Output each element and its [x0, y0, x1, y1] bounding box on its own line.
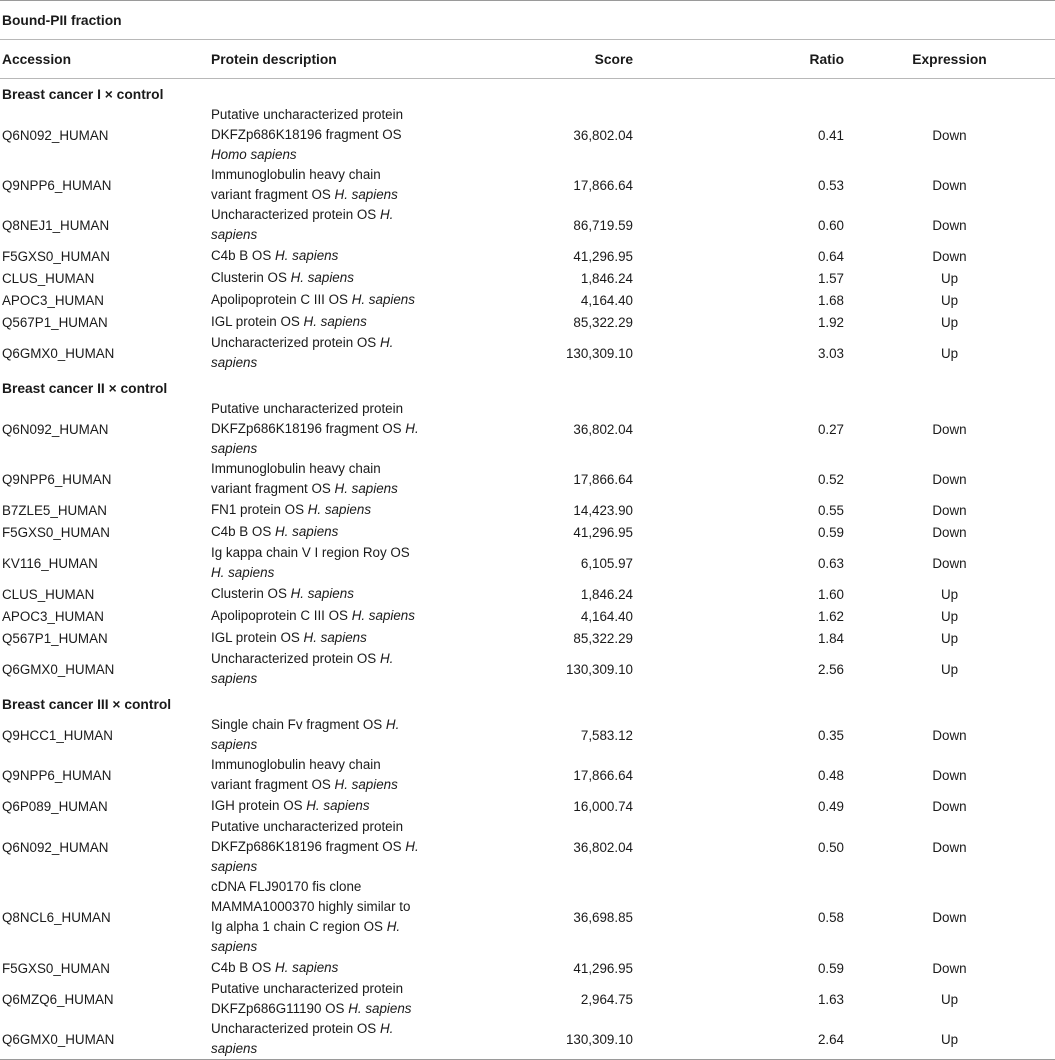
accession-cell: Q8NEJ1_HUMAN [2, 217, 110, 233]
ratio-cell: 0.63 [817, 555, 844, 571]
description-cell [211, 333, 422, 373]
description-cell [211, 205, 422, 245]
score-cell: 36,802.04 [573, 421, 633, 437]
description-cell [211, 311, 422, 333]
description-text: Clusterin OS [211, 586, 291, 601]
score-cell: 2,964.75 [580, 991, 633, 1007]
species-name: H. sapiens [303, 314, 367, 329]
species-name: H. sapiens [275, 248, 339, 263]
expression-cell: Down [932, 217, 967, 233]
accession-cell: Q6N092_HUMAN [2, 127, 109, 143]
description-text: Putative uncharacterized protein DKFZp686K18196 fragment OS [211, 107, 404, 142]
description-cell [211, 957, 422, 979]
species-name: H. sapiens [348, 1001, 412, 1016]
expression-cell: Down [932, 798, 967, 814]
ratio-cell: 0.27 [817, 421, 844, 437]
description-cell [211, 459, 422, 499]
description-text: Clusterin OS [211, 270, 291, 285]
group-label: Breast cancer II × control [2, 380, 168, 396]
species-name: H. sapiens [303, 630, 367, 645]
expression-cell: Up [940, 586, 959, 602]
ratio-cell: 0.49 [817, 798, 844, 814]
table-row [0, 605, 1055, 627]
description-cell [211, 289, 422, 311]
expression-cell: Down [932, 127, 967, 143]
header-protein-description: Protein description [211, 40, 422, 79]
description-text: C4b B OS [211, 524, 276, 539]
accession-cell: Q6P089_HUMAN [2, 798, 108, 814]
table-row [0, 205, 1055, 245]
accession-cell: Q9NPP6_HUMAN [2, 471, 112, 487]
header-expression: Expression [844, 40, 1055, 79]
table-row [0, 1019, 1055, 1060]
table-row [0, 877, 1055, 957]
score-cell: 41,296.95 [573, 524, 633, 540]
description-text: Immunoglobulin heavy chain variant fragment OS [211, 461, 381, 496]
ratio-cell: 0.50 [817, 839, 844, 855]
description-text: Apolipoprotein C III OS [211, 608, 352, 623]
score-cell: 14,423.90 [573, 502, 633, 518]
species-name: H. sapiens [306, 798, 370, 813]
description-text: FN1 protein OS [211, 502, 308, 517]
score-cell: 36,802.04 [573, 127, 633, 143]
ratio-cell: 0.53 [817, 177, 844, 193]
description-cell [211, 105, 422, 165]
table-body [0, 79, 1055, 1060]
description-cell [211, 521, 422, 543]
species-name: H. sapiens [211, 717, 400, 752]
ratio-cell: 0.52 [817, 471, 844, 487]
species-name: H. sapiens [275, 960, 339, 975]
table-row [0, 311, 1055, 333]
ratio-cell: 0.58 [817, 909, 844, 925]
table-row [0, 795, 1055, 817]
table-row [0, 399, 1055, 459]
description-cell [211, 715, 422, 755]
description-text: Putative uncharacterized protein DKFZp686K18196 fragment OS [211, 819, 406, 854]
description-text: C4b B OS [211, 960, 276, 975]
header-accession: Accession [0, 40, 211, 79]
species-name: H. sapiens [211, 919, 401, 954]
description-cell [211, 1019, 422, 1060]
ratio-cell: 1.57 [817, 270, 844, 286]
species-name: H. sapiens [211, 1021, 394, 1056]
score-cell: 7,583.12 [580, 727, 633, 743]
ratio-cell: 0.55 [817, 502, 844, 518]
accession-cell: Q6GMX0_HUMAN [2, 345, 115, 361]
ratio-cell: 0.60 [817, 217, 844, 233]
description-cell [211, 245, 422, 267]
species-name: H. sapiens [211, 421, 419, 456]
table-row [0, 333, 1055, 373]
score-cell: 6,105.97 [580, 555, 633, 571]
accession-cell: B7ZLE5_HUMAN [2, 502, 107, 518]
group-row [0, 689, 1055, 715]
group-label: Breast cancer I × control [0, 79, 1055, 106]
table-row [0, 817, 1055, 877]
ratio-cell: 0.59 [817, 960, 844, 976]
table-row [0, 521, 1055, 543]
score-cell: 130,309.10 [565, 345, 633, 361]
species-name: H. sapiens [334, 187, 398, 202]
ratio-cell: 1.68 [817, 292, 844, 308]
score-cell: 1,846.24 [580, 586, 633, 602]
ratio-cell: 1.84 [817, 630, 844, 646]
ratio-cell: 1.62 [817, 608, 844, 624]
accession-cell: CLUS_HUMAN [2, 270, 95, 286]
accession-cell: APOC3_HUMAN [2, 608, 104, 624]
accession-cell: Q6GMX0_HUMAN [0, 1019, 211, 1060]
species-name: H. sapiens [211, 651, 394, 686]
species-name: H. sapiens [307, 502, 372, 517]
score-cell: 16,000.74 [573, 798, 633, 814]
description-text: Putative uncharacterized protein DKFZp686K18196 fragment OS [211, 401, 406, 436]
ratio-cell: 1.60 [817, 586, 844, 602]
table-row [0, 755, 1055, 795]
accession-cell: Q567P1_HUMAN [2, 314, 108, 330]
score-cell: 130,309.10 [565, 661, 633, 677]
species-name: H. sapiens [290, 270, 354, 285]
table-row [0, 105, 1055, 165]
score-cell: 36,802.04 [573, 839, 633, 855]
score-cell: 36,698.85 [573, 909, 633, 925]
expression-cell: Down [932, 177, 967, 193]
expression-cell: Down [932, 555, 967, 571]
ratio-cell: 0.64 [817, 248, 844, 264]
group-row [0, 373, 1055, 399]
table-row [0, 245, 1055, 267]
score-cell: 17,866.64 [573, 177, 633, 193]
description-cell [211, 543, 422, 583]
score-cell: 17,866.64 [573, 471, 633, 487]
expression-cell: Up [940, 292, 959, 308]
description-text: Uncharacterized protein OS [211, 335, 380, 350]
expression-cell: Down [932, 248, 967, 264]
description-text: Single chain Fv fragment OS [211, 717, 386, 732]
species-name: H. sapiens [211, 207, 394, 242]
table-row [0, 627, 1055, 649]
group-row [0, 79, 1055, 106]
species-name: H. sapiens [211, 565, 275, 580]
score-cell: 17,866.64 [573, 767, 633, 783]
table-title: Bound-PII fraction [0, 1, 1055, 40]
description-text: Apolipoprotein C III OS [211, 292, 352, 307]
table-row [0, 649, 1055, 689]
ratio-cell: 0.59 [817, 524, 844, 540]
species-name: H. sapiens [275, 524, 339, 539]
expression-cell: Down [932, 524, 967, 540]
score-cell: 85,322.29 [573, 630, 633, 646]
expression-cell: Up [940, 991, 959, 1007]
expression-cell: Up [844, 1019, 1055, 1060]
description-cell [211, 877, 422, 957]
ratio-cell: 3.03 [817, 345, 844, 361]
description-cell [211, 605, 422, 627]
description-text: IGL protein OS [211, 630, 304, 645]
expression-cell: Down [932, 767, 967, 783]
ratio-cell: 1.63 [817, 991, 844, 1007]
description-cell [211, 399, 422, 459]
table-row [0, 979, 1055, 1019]
description-text: Uncharacterized protein OS [211, 1021, 380, 1036]
score-cell: 86,719.59 [573, 217, 633, 233]
ratio-cell: 0.41 [817, 127, 844, 143]
description-text: Ig kappa chain V I region Roy OS [211, 545, 410, 560]
species-name: H. sapiens [351, 292, 415, 307]
ratio-cell: 1.92 [817, 314, 844, 330]
accession-cell: KV116_HUMAN [2, 555, 98, 571]
header-score: Score [422, 40, 633, 79]
score-cell: 130,309.10 [422, 1019, 633, 1060]
table-header-row [0, 40, 1055, 79]
table-row [0, 583, 1055, 605]
species-name: H. sapiens [290, 586, 354, 601]
species-name: H. sapiens [334, 777, 398, 792]
description-text: Immunoglobulin heavy chain variant fragment OS [211, 167, 381, 202]
expression-cell: Down [932, 502, 967, 518]
ratio-cell: 0.35 [817, 727, 844, 743]
ratio-cell: 0.48 [817, 767, 844, 783]
description-text: C4b B OS [211, 248, 276, 263]
score-cell: 1,846.24 [580, 270, 633, 286]
species-name: H. sapiens [351, 608, 415, 623]
score-cell: 4,164.40 [580, 292, 633, 308]
table-row [0, 289, 1055, 311]
description-cell [211, 499, 422, 521]
accession-cell: APOC3_HUMAN [2, 292, 104, 308]
expression-cell: Up [940, 314, 959, 330]
expression-cell: Down [932, 909, 967, 925]
accession-cell: Q567P1_HUMAN [2, 630, 108, 646]
accession-cell: Q9NPP6_HUMAN [2, 767, 112, 783]
description-text: Uncharacterized protein OS [211, 651, 380, 666]
description-cell [211, 755, 422, 795]
description-text: Uncharacterized protein OS [211, 207, 380, 222]
expression-cell: Up [940, 661, 959, 677]
score-cell: 85,322.29 [573, 314, 633, 330]
accession-cell: Q6GMX0_HUMAN [2, 661, 115, 677]
description-cell [211, 649, 422, 689]
description-cell [211, 583, 422, 605]
table-row [0, 543, 1055, 583]
table-row [0, 499, 1055, 521]
accession-cell: F5GXS0_HUMAN [2, 524, 110, 540]
species-name: H. sapiens [211, 839, 419, 874]
expression-cell: Up [940, 630, 959, 646]
species-name: H. sapiens [334, 481, 398, 496]
table-row [0, 165, 1055, 205]
accession-cell: Q9NPP6_HUMAN [2, 177, 112, 193]
expression-cell: Down [932, 960, 967, 976]
score-cell: 41,296.95 [573, 960, 633, 976]
expression-cell: Down [932, 471, 967, 487]
score-cell: 4,164.40 [580, 608, 633, 624]
expression-cell: Up [940, 270, 959, 286]
description-cell [211, 267, 422, 289]
description-text: IGL protein OS [211, 314, 304, 329]
description-cell [211, 817, 422, 877]
table-title-row [0, 1, 1055, 40]
accession-cell: Q9HCC1_HUMAN [2, 727, 113, 743]
accession-cell: Q6N092_HUMAN [2, 839, 109, 855]
expression-cell: Down [932, 839, 967, 855]
table-row [0, 715, 1055, 755]
description-text: cDNA FLJ90170 fis clone MAMMA1000370 highly similar to Ig alpha 1 chain C region OS [211, 879, 411, 934]
expression-cell: Down [932, 727, 967, 743]
table-row [0, 459, 1055, 499]
expression-cell: Down [932, 421, 967, 437]
description-text: Immunoglobulin heavy chain variant fragment OS [211, 757, 381, 792]
header-ratio: Ratio [633, 40, 844, 79]
table-row [0, 267, 1055, 289]
accession-cell: F5GXS0_HUMAN [2, 248, 110, 264]
accession-cell: Q8NCL6_HUMAN [2, 909, 111, 925]
expression-cell: Up [940, 608, 959, 624]
ratio-cell: 2.56 [817, 661, 844, 677]
score-cell: 41,296.95 [573, 248, 633, 264]
accession-cell: Q6N092_HUMAN [2, 421, 109, 437]
species-name: Homo sapiens [211, 147, 297, 162]
ratio-cell: 2.64 [633, 1019, 844, 1060]
description-cell [211, 795, 422, 817]
description-text: Putative uncharacterized protein DKFZp686G11190 OS [211, 981, 404, 1016]
description-cell [211, 627, 422, 649]
description-cell [211, 165, 422, 205]
species-name: H. sapiens [211, 335, 394, 370]
accession-cell: CLUS_HUMAN [2, 586, 95, 602]
description-text: IGH protein OS [211, 798, 307, 813]
accession-cell: F5GXS0_HUMAN [2, 960, 110, 976]
table-row [0, 957, 1055, 979]
accession-cell: Q6MZQ6_HUMAN [2, 991, 114, 1007]
expression-cell: Up [940, 345, 959, 361]
description-cell [211, 979, 422, 1019]
group-label: Breast cancer III × control [2, 696, 172, 712]
